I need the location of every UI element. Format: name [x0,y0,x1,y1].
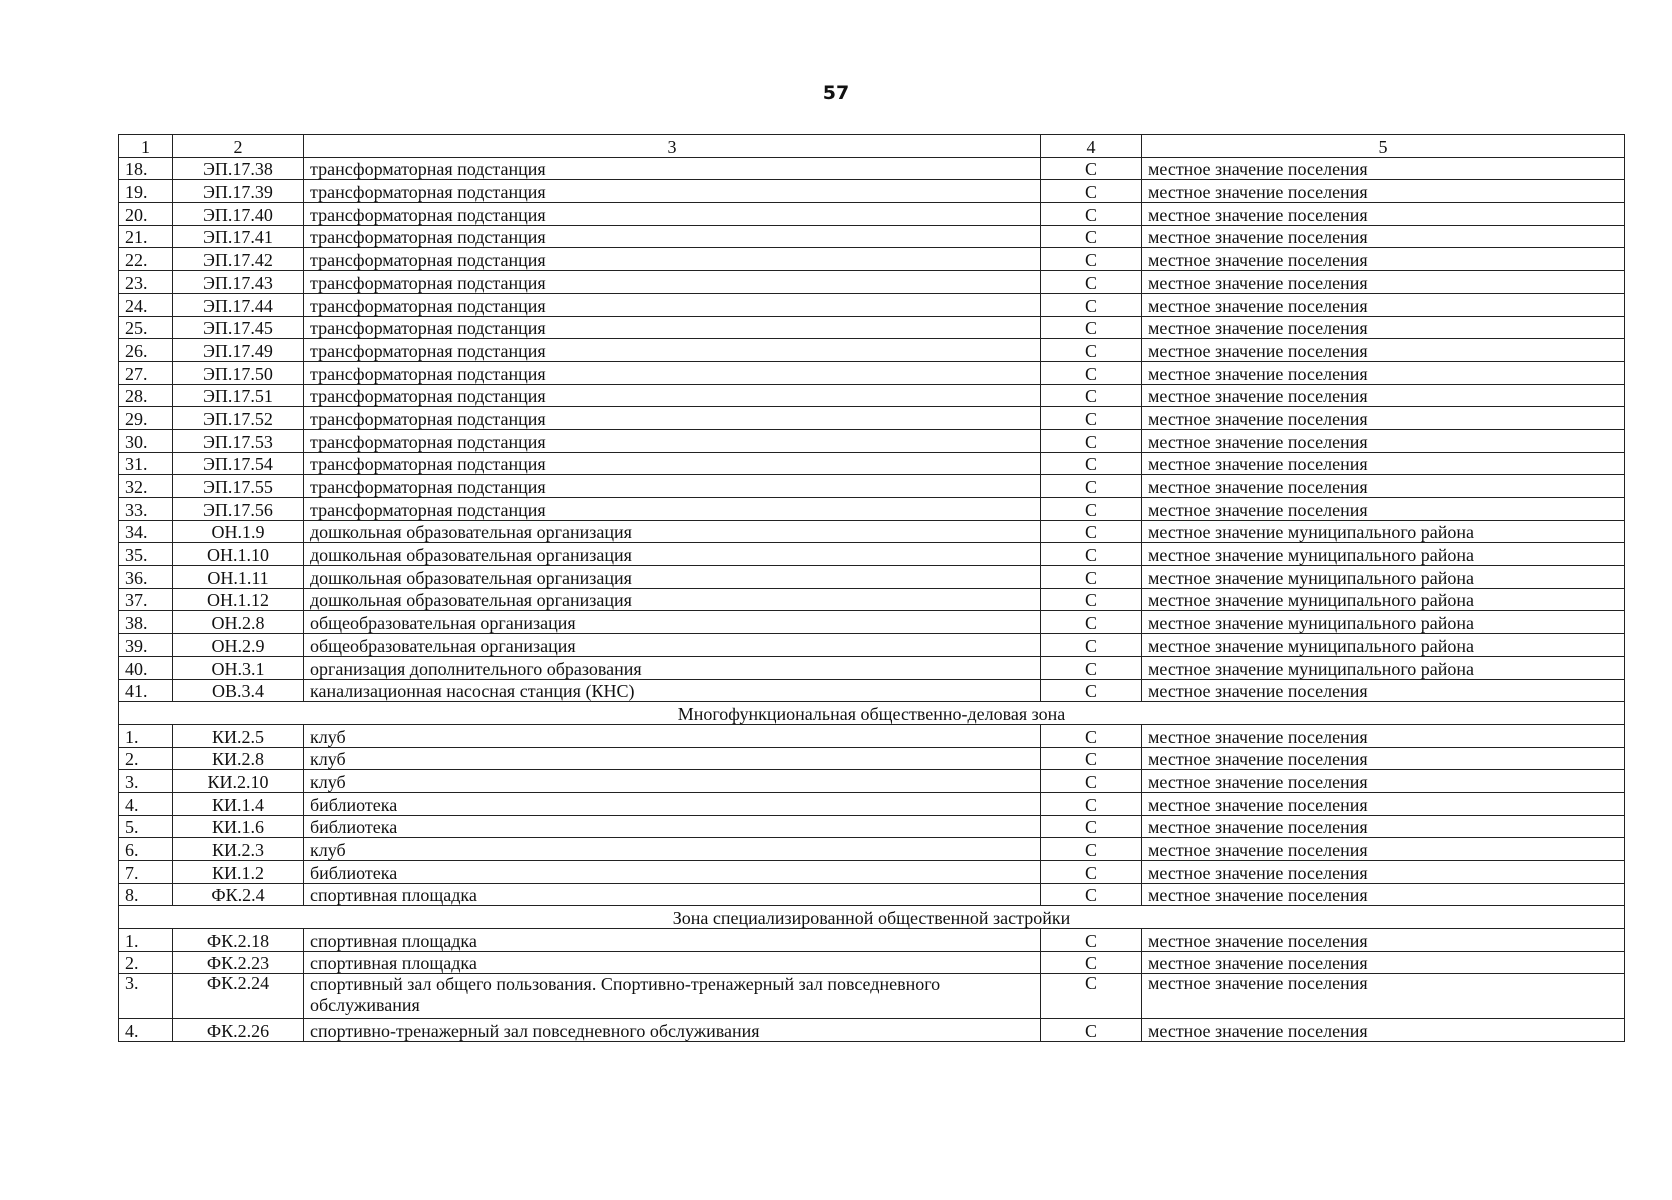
object-significance-cell: местное значение поселения [1142,1019,1625,1042]
object-name-cell: библиотека [304,792,1041,815]
object-code-cell: ЭП.17.54 [173,452,304,475]
object-significance-cell: местное значение поселения [1142,407,1625,430]
object-name-cell: клуб [304,724,1041,747]
object-significance-cell: местное значение муниципального района [1142,656,1625,679]
object-significance-cell: местное значение поселения [1142,498,1625,521]
object-significance-cell: местное значение поселения [1142,679,1625,702]
object-status-cell: С [1041,1019,1142,1042]
object-code-cell: ЭП.17.45 [173,316,304,339]
table-row [119,384,1625,407]
object-significance-cell: местное значение муниципального района [1142,520,1625,543]
object-code-cell: ЭП.17.51 [173,384,304,407]
table-row [119,543,1625,566]
header-cell-number: 1 [119,135,173,158]
table-row [119,656,1625,679]
object-code-cell: ФК.2.18 [173,929,304,952]
table-row [119,520,1625,543]
object-status-cell: С [1041,157,1142,180]
object-status-cell: С [1041,634,1142,657]
row-number-cell: 18. [119,157,173,180]
object-significance-cell: местное значение поселения [1142,452,1625,475]
row-number-cell: 22. [119,248,173,271]
row-number-cell: 1. [119,929,173,952]
object-status-cell: С [1041,974,1142,1019]
object-significance-cell: местное значение поселения [1142,475,1625,498]
row-number-cell: 19. [119,180,173,203]
object-status-cell: С [1041,588,1142,611]
object-status-cell: С [1041,861,1142,884]
object-name-cell: дошкольная образовательная организация [304,543,1041,566]
object-name-cell: трансформаторная подстанция [304,339,1041,362]
object-name-cell: трансформаторная подстанция [304,361,1041,384]
zone-section-row [119,906,1625,929]
row-number-cell: 4. [119,792,173,815]
row-number-cell: 41. [119,679,173,702]
object-significance-cell: местное значение поселения [1142,225,1625,248]
object-status-cell: С [1041,566,1142,589]
row-number-cell: 34. [119,520,173,543]
object-name-cell: библиотека [304,815,1041,838]
table-row [119,861,1625,884]
object-name-cell: трансформаторная подстанция [304,203,1041,226]
object-significance-cell: местное значение поселения [1142,951,1625,974]
table-row [119,1019,1625,1042]
object-significance-cell: местное значение поселения [1142,248,1625,271]
table-row [119,248,1625,271]
object-name-cell: трансформаторная подстанция [304,384,1041,407]
object-name-cell: трансформаторная подстанция [304,316,1041,339]
object-significance-cell: местное значение поселения [1142,316,1625,339]
object-status-cell: С [1041,248,1142,271]
object-name-cell: дошкольная образовательная организация [304,588,1041,611]
row-number-cell: 21. [119,225,173,248]
row-number-cell: 30. [119,429,173,452]
row-number-cell: 7. [119,861,173,884]
table-row [119,452,1625,475]
object-code-cell: ОВ.3.4 [173,679,304,702]
object-status-cell: С [1041,225,1142,248]
object-status-cell: С [1041,815,1142,838]
table-row [119,180,1625,203]
object-code-cell: ЭП.17.52 [173,407,304,430]
object-status-cell: С [1041,429,1142,452]
row-number-cell: 40. [119,656,173,679]
object-significance-cell: местное значение поселения [1142,861,1625,884]
object-significance-cell: местное значение поселения [1142,770,1625,793]
object-significance-cell: местное значение поселения [1142,792,1625,815]
header-cell-code: 2 [173,135,304,158]
table-row [119,929,1625,952]
table-row [119,203,1625,226]
object-code-cell: ЭП.17.41 [173,225,304,248]
object-name-cell: спортивная площадка [304,951,1041,974]
object-name-cell: спортивная площадка [304,883,1041,906]
object-status-cell: С [1041,339,1142,362]
object-significance-cell: местное значение поселения [1142,157,1625,180]
table-row [119,634,1625,657]
object-code-cell: ОН.3.1 [173,656,304,679]
object-code-cell: КИ.1.2 [173,861,304,884]
object-significance-cell: местное значение поселения [1142,883,1625,906]
row-number-cell: 36. [119,566,173,589]
object-significance-cell: местное значение муниципального района [1142,566,1625,589]
object-code-cell: КИ.2.10 [173,770,304,793]
row-number-cell: 29. [119,407,173,430]
table-row [119,838,1625,861]
header-cell-name: 3 [304,135,1041,158]
page-number: 57 [822,82,850,104]
object-code-cell: ЭП.17.44 [173,293,304,316]
object-significance-cell: местное значение поселения [1142,203,1625,226]
header-cell-status: 4 [1041,135,1142,158]
table-row [119,407,1625,430]
object-code-cell: ЭП.17.43 [173,271,304,294]
object-name-cell: клуб [304,747,1041,770]
object-code-cell: ОН.2.9 [173,634,304,657]
object-code-cell: ЭП.17.38 [173,157,304,180]
object-code-cell: ЭП.17.53 [173,429,304,452]
table-row [119,747,1625,770]
object-status-cell: С [1041,361,1142,384]
object-code-cell: ЭП.17.39 [173,180,304,203]
object-status-cell: С [1041,543,1142,566]
table-row [119,316,1625,339]
object-status-cell: С [1041,656,1142,679]
object-code-cell: КИ.1.4 [173,792,304,815]
zone-section-row [119,702,1625,725]
object-code-cell: ОН.1.9 [173,520,304,543]
object-status-cell: С [1041,293,1142,316]
row-number-cell: 4. [119,1019,173,1042]
objects-table [118,134,1625,1042]
row-number-cell: 6. [119,838,173,861]
table-row [119,429,1625,452]
table-row [119,339,1625,362]
object-name-cell: дошкольная образовательная организация [304,520,1041,543]
object-status-cell: С [1041,611,1142,634]
header-cell-significance: 5 [1142,135,1625,158]
table-row [119,611,1625,634]
object-significance-cell: местное значение поселения [1142,838,1625,861]
object-name-cell: трансформаторная подстанция [304,475,1041,498]
object-significance-cell: местное значение поселения [1142,929,1625,952]
row-number-cell: 25. [119,316,173,339]
object-name-cell: трансформаторная подстанция [304,407,1041,430]
object-name-cell: спортивно-тренажерный зал повседневного обслуживания [304,1019,1041,1042]
object-name-cell: трансформаторная подстанция [304,157,1041,180]
table-row [119,815,1625,838]
object-status-cell: С [1041,498,1142,521]
zone-section-title: Многофункциональная общественно-деловая зона [119,702,1625,725]
table-row [119,475,1625,498]
row-number-cell: 33. [119,498,173,521]
object-status-cell: С [1041,951,1142,974]
object-significance-cell: местное значение поселения [1142,339,1625,362]
object-status-cell: С [1041,747,1142,770]
object-significance-cell: местное значение поселения [1142,361,1625,384]
object-significance-cell: местное значение поселения [1142,724,1625,747]
object-code-cell: ЭП.17.40 [173,203,304,226]
object-status-cell: С [1041,316,1142,339]
object-code-cell: КИ.2.3 [173,838,304,861]
table-row [119,974,1625,1019]
object-status-cell: С [1041,724,1142,747]
object-code-cell: ФК.2.23 [173,951,304,974]
row-number-cell: 1. [119,724,173,747]
table-row [119,271,1625,294]
object-code-cell: ОН.1.12 [173,588,304,611]
object-name-cell: трансформаторная подстанция [304,452,1041,475]
object-code-cell: ОН.1.10 [173,543,304,566]
row-number-cell: 26. [119,339,173,362]
object-name-cell: спортивная площадка [304,929,1041,952]
object-status-cell: С [1041,770,1142,793]
object-code-cell: КИ.2.5 [173,724,304,747]
table-row [119,770,1625,793]
object-significance-cell: местное значение муниципального района [1142,543,1625,566]
object-significance-cell: местное значение поселения [1142,384,1625,407]
object-code-cell: ЭП.17.42 [173,248,304,271]
object-significance-cell: местное значение муниципального района [1142,634,1625,657]
object-code-cell: ФК.2.4 [173,883,304,906]
object-significance-cell: местное значение муниципального района [1142,588,1625,611]
table-row [119,951,1625,974]
object-status-cell: С [1041,475,1142,498]
object-code-cell: КИ.2.8 [173,747,304,770]
object-code-cell: ОН.1.11 [173,566,304,589]
row-number-cell: 3. [119,770,173,793]
object-significance-cell: местное значение муниципального района [1142,611,1625,634]
table-body [119,135,1625,1042]
zone-section-title: Зона специализированной общественной застройки [119,906,1625,929]
object-name-cell: трансформаторная подстанция [304,498,1041,521]
row-number-cell: 32. [119,475,173,498]
table-row [119,293,1625,316]
object-name-cell: клуб [304,838,1041,861]
row-number-cell: 27. [119,361,173,384]
row-number-cell: 24. [119,293,173,316]
row-number-cell: 8. [119,883,173,906]
object-name-cell: спортивный зал общего пользования. Спортивно-тренажерный зал повседневного обслуживания [304,974,1041,1019]
object-status-cell: С [1041,520,1142,543]
object-status-cell: С [1041,838,1142,861]
table-row [119,361,1625,384]
row-number-cell: 2. [119,747,173,770]
object-name-cell: трансформаторная подстанция [304,429,1041,452]
object-status-cell: С [1041,679,1142,702]
object-code-cell: ЭП.17.56 [173,498,304,521]
table-row [119,157,1625,180]
object-significance-cell: местное значение поселения [1142,815,1625,838]
object-status-cell: С [1041,407,1142,430]
object-name-cell: библиотека [304,861,1041,884]
object-status-cell: С [1041,384,1142,407]
object-name-cell: клуб [304,770,1041,793]
header-row [119,135,1625,158]
table-row [119,566,1625,589]
row-number-cell: 28. [119,384,173,407]
object-significance-cell: местное значение поселения [1142,429,1625,452]
object-status-cell: С [1041,203,1142,226]
object-name-cell: общеобразовательная организация [304,611,1041,634]
object-code-cell: ЭП.17.50 [173,361,304,384]
object-status-cell: С [1041,180,1142,203]
row-number-cell: 3. [119,974,173,1019]
object-name-cell: канализационная насосная станция (КНС) [304,679,1041,702]
object-code-cell: КИ.1.6 [173,815,304,838]
object-significance-cell: местное значение поселения [1142,293,1625,316]
table-row [119,883,1625,906]
object-name-cell: общеобразовательная организация [304,634,1041,657]
object-code-cell: ЭП.17.49 [173,339,304,362]
row-number-cell: 31. [119,452,173,475]
object-status-cell: С [1041,271,1142,294]
object-name-cell: трансформаторная подстанция [304,225,1041,248]
table-row [119,498,1625,521]
object-name-cell: трансформаторная подстанция [304,248,1041,271]
object-status-cell: С [1041,883,1142,906]
table-row [119,225,1625,248]
object-code-cell: ОН.2.8 [173,611,304,634]
object-name-cell: трансформаторная подстанция [304,293,1041,316]
object-significance-cell: местное значение поселения [1142,271,1625,294]
object-significance-cell: местное значение поселения [1142,974,1625,1019]
row-number-cell: 39. [119,634,173,657]
object-status-cell: С [1041,792,1142,815]
row-number-cell: 2. [119,951,173,974]
object-name-cell: дошкольная образовательная организация [304,566,1041,589]
row-number-cell: 5. [119,815,173,838]
row-number-cell: 35. [119,543,173,566]
object-code-cell: ФК.2.26 [173,1019,304,1042]
object-code-cell: ФК.2.24 [173,974,304,1019]
row-number-cell: 23. [119,271,173,294]
object-code-cell: ЭП.17.55 [173,475,304,498]
object-name-cell: организация дополнительного образования [304,656,1041,679]
table-row [119,679,1625,702]
object-significance-cell: местное значение поселения [1142,180,1625,203]
object-status-cell: С [1041,452,1142,475]
table-row [119,588,1625,611]
object-status-cell: С [1041,929,1142,952]
object-name-cell: трансформаторная подстанция [304,271,1041,294]
row-number-cell: 38. [119,611,173,634]
table-row [119,724,1625,747]
object-name-cell: трансформаторная подстанция [304,180,1041,203]
table-row [119,792,1625,815]
object-significance-cell: местное значение поселения [1142,747,1625,770]
row-number-cell: 20. [119,203,173,226]
row-number-cell: 37. [119,588,173,611]
